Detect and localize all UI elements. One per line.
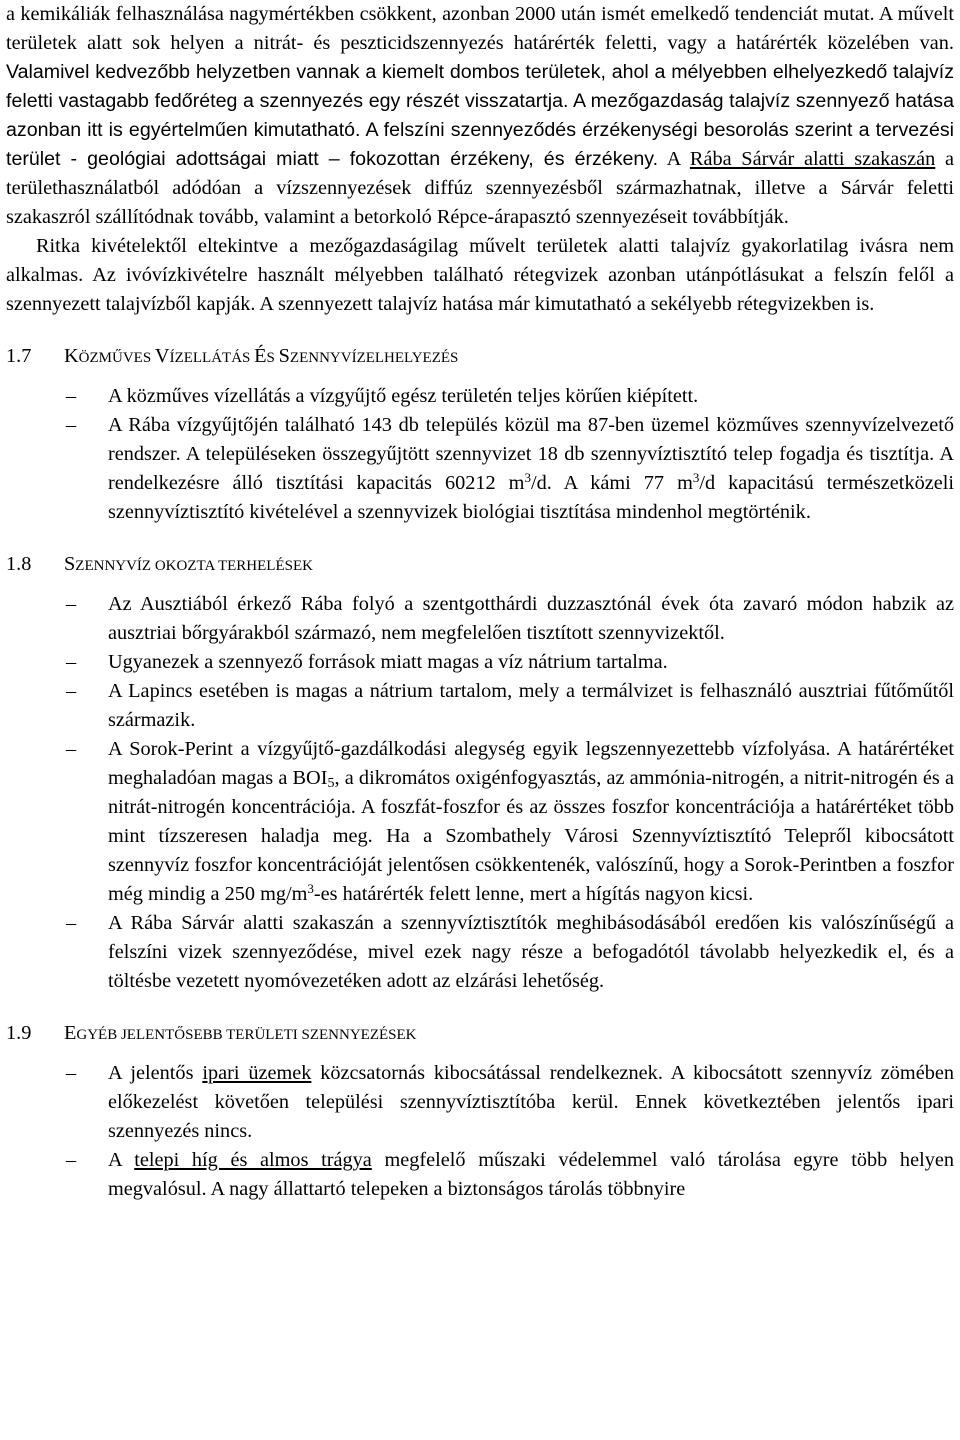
dash-bullet: – xyxy=(66,414,77,436)
dash-bullet: – xyxy=(66,1062,77,1084)
dash-bullet: – xyxy=(66,651,77,673)
underlined-manure: telepi híg és almos trágya xyxy=(134,1149,372,1171)
section-1-9-list xyxy=(6,1059,954,1204)
list-item: – A Rába Sárvár alatti szakaszán a szennyvíztisztítók meghibásodásából eredően kis valószínűségű a felszíni vizek szennyeződése, mivel ezek nagy része a befogadótól távolabb helyezkedik el, és a töltésbe vezetett nyomóvezetéken adott az elzárási lehetőség. xyxy=(6,909,954,996)
intro-paragraph: a kemikáliák felhasználása nagymértékben csökkent, azonban 2000 után ismét emelkedő tendenciát mutat. A művelt területek alatt sok helyen a nitrát- és peszticidszennyezés határérték feletti, vagy a határérték közelében van. Valamivel kedvezőbb helyzetben vannak a kiemelt dombos területek, ahol a mélyebben elhelyezkedő talajvíz feletti vastagabb fedőréteg a szennyezés egy részét visszatartja. A mezőgazdaság talajvíz szennyező hatása azonban itt is egyértelműen kimutatható. A felszíni szennyeződés érzékenységi besorolás szerint a tervezési terület - geológiai adottságai miatt – fokozottan érzékeny, és érzékeny. A Rába Sárvár alatti szakaszán a területhasználatból adódóan a vízszennyezések diffúz szennyezésből származhatnak, illetve a Sárvár feletti szakaszról szállítódnak tovább, valamint a betorkoló Répce-árapasztó szennyezéseit továbbítják. xyxy=(6,3,954,228)
groundwater-paragraph: Ritka kivételektől eltekintve a mezőgazdaságilag művelt területek alatti talajvíz gyakorlatilag ivásra nem alkalmas. Az ivóvízkivételre használt mélyebben található rétegvizek azonban utánpótlásukat a felszín felől a szennyezett talajvízből kapják. A szennyezett talajvíz hatása már kimutatható a sekélyebb rétegvizekben is. xyxy=(6,235,954,315)
list-item: – Az Ausztiából érkező Rába folyó a szentgotthárdi duzzasztónál évek óta zavaró módon habzik az ausztriai bőrgyárakból származó, nem megfelelően tisztított szennyvizektől. xyxy=(6,590,954,648)
document-page xyxy=(6,0,954,1204)
dash-bullet: – xyxy=(66,385,77,407)
dash-bullet: – xyxy=(66,912,77,934)
list-item: – A Sorok-Perint a vízgyűjtő-gazdálkodási alegység egyik legszennyezettebb vízfolyása. A határértéket meghaladóan magas a $BOI_5$, a dikromátos oxigénfogyasztás, az ammónia-nitrogén, a nitrit-nitrogén és a nitrát-nitrogén koncentrációja. A foszfát-foszfor és az összes foszfor koncentrációja a határértéket több mint tízszeresen haladja meg. Ha a Szombathely Városi Szennyvíztisztító Telepről kibocsátott szennyvíz foszfor koncentrációját jelentősen csökkentenék, valószínű, hogy a Sorok-Perintben a foszfor még mindig a 250 $mg/m^3-es$ határérték felett lenne, mert a hígítás nagyon kicsi. xyxy=(6,735,954,909)
section-title: EGYÉB JELENTŐSEBB TERÜLETI SZENNYEZÉSEK xyxy=(64,1022,417,1044)
dash-bullet: – xyxy=(66,593,77,615)
dash-bullet: – xyxy=(66,738,77,760)
section-1-8-list xyxy=(6,590,954,996)
list-item: – A jelentős ipari üzemek közcsatornás kibocsátással rendelkeznek. A kibocsátott szennyvíz zömében előkezelést követően települési szennyvíztisztítóba kerül. Ennek következtében jelentős ipari szennyezés nincs. xyxy=(6,1059,954,1146)
intro-sentence-2: Valamivel kedvezőbb helyzetben vannak a kiemelt dombos területek, ahol a mélyebben elhelyezkedő talajvíz feletti vastagabb fedőréteg a szennyezés egy részét visszatartja. A mezőgazdaság talajvíz szennyező hatása azonban itt is egyértelműen kimutatható. A felszíni szennyeződés érzékenységi besorolás szerint a tervezési terület - geológiai adottságai miatt – fokozottan érzékeny, és érzékeny. xyxy=(6,61,954,170)
section-title: KÖZMŰVES VÍZELLÁTÁS ÉS SZENNYVÍZELHELYEZÉS xyxy=(64,345,459,367)
underlined-raba-section: Rába Sárvár alatti szakaszán xyxy=(689,148,936,170)
section-heading-1-8 xyxy=(6,550,954,581)
list-item: – A Lapincs esetében is magas a nátrium tartalom, mely a termálvizet is felhasználó ausztriai fűtőműtől származik. xyxy=(6,677,954,735)
section-title: SZENNYVÍZ OKOZTA TERHELÉSEK xyxy=(64,553,313,575)
section-number: 1.7 xyxy=(6,345,32,367)
section-number: 1.8 xyxy=(6,553,32,575)
section-heading-1-9 xyxy=(6,1019,954,1050)
list-item: – A Rába vízgyűjtőjén található 143 db település közül ma 87-ben üzemel közműves szennyvízelvezető rendszer. A településeken összegyűjtött szennyvizet 18 db szennyvíztisztító telep fogadja és tisztítja. A rendelkezésre álló tisztítási kapacitás 60212 $m^3/d$. A kámi 77 $m^3/d$ kapacitású természetközeli szennyvíztisztító kivételével a szennyvizek biológiai tisztítása mindenhol megtörténik. xyxy=(6,411,954,527)
intro-sentence-1: a kemikáliák felhasználása nagymértékben csökkent, azonban 2000 után ismét emelkedő tendenciát mutat. A művelt területek alatt sok helyen a nitrát- és peszticidszennyezés határérték feletti, vagy a határérték közelében van. xyxy=(6,3,954,54)
dash-bullet: – xyxy=(66,680,77,702)
underlined-industrial-plants: ipari üzemek xyxy=(202,1062,312,1084)
section-heading-1-7 xyxy=(6,342,954,373)
list-item: – A telepi híg és almos trágya megfelelő műszaki védelemmel való tárolása egyre több helyen megvalósul. A nagy állattartó telepeken a biztonságos tárolás többnyire xyxy=(6,1146,954,1204)
section-number: 1.9 xyxy=(6,1022,32,1044)
list-item: – Ugyanezek a szennyező források miatt magas a víz nátrium tartalma. xyxy=(6,648,954,677)
list-item: – A közműves vízellátás a vízgyűjtő egész területén teljes körűen kiépített. xyxy=(6,382,954,411)
section-1-7-list xyxy=(6,382,954,527)
dash-bullet: – xyxy=(66,1149,77,1171)
